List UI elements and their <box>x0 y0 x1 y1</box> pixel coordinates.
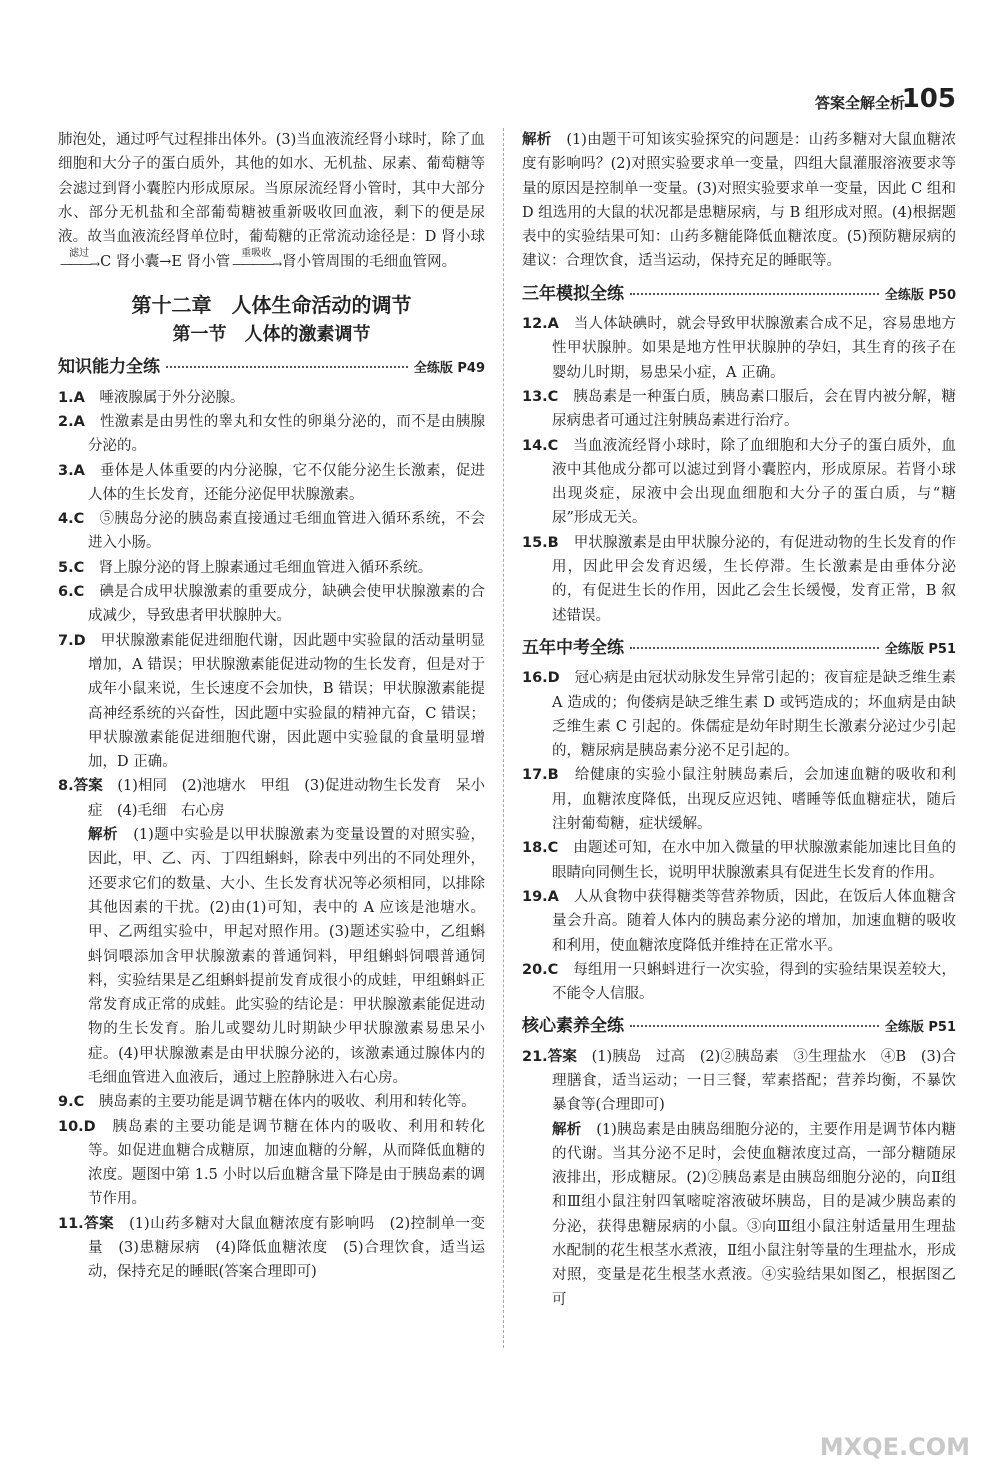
answer-item: 3.A 垂体是人体重要的内分泌腺，它不仅能分泌生长激素，促进人体的生长发育，还能分泌促甲状腺激素。 <box>58 462 486 503</box>
answer-item-q11: 11.答案 (1)山药多糖对大鼠血糖浓度有影响吗 (2)控制单一变量 (3)患糖尿病 (4)降低血糖浓度 (5)合理饮食，适当运动，保持充足的睡眠(答案合理即可) <box>58 1215 486 1281</box>
header-title: 答案全解全析 <box>814 94 905 112</box>
answer-item: 5.C 肾上腺分泌的肾上腺素通过毛细血管进入循环系统。 <box>58 559 433 576</box>
section-header-core: 核心素养全练 全练版 P51 <box>522 1016 956 1037</box>
page-number: 105 <box>901 84 956 114</box>
watermark: MXQE.COM <box>819 1433 970 1461</box>
answer-item: 20.C 每组用一只蝌蚪进行一次实验，得到的实验结果误差较大，不能令人信服。 <box>522 961 957 1003</box>
answer-item: 10.D 胰岛素的主要功能是调节糖在体内的吸收、利用和转化等。如促进血糖合成糖原，加速血糖的分解，从而降低血糖的浓度。题图中第 1.5 小时以后血糖含量下降是由于胰岛素的调节作用。 <box>58 1118 486 1208</box>
analysis-q11: 解析 (1)由题干可知该实验探究的问题是：山药多糖对大鼠血糖浓度有影响吗？(2)对照实验要求单一变量，四组大鼠灌服溶液要求等量的原因是控制单一变量。(3)对照实验要求单一变量，因此 C 组和 D 组选用的大鼠的状况都是患糖尿病，与 B 组形成对照。(4)根据题表中的实验结果可知：山药多糖能降低血糖浓度。(5)预防糖尿病的建议：合理饮食，适当运动，保持充足的睡眠等。 <box>522 132 957 270</box>
section-header-knowledge: 知识能力全练 全练版 P49 <box>58 357 485 378</box>
analysis-q8: 解析 (1)题中实验是以甲状腺激素为变量设置的对照实验，因此，甲、乙、丙、丁四组蝌蚪，除表中列出的不同处理外，还要求它们的数量、大小、生长发育状况等必须相同，以排除其他因素的干扰。(2)由(1)可知，表中的 A 应该是池塘水。甲、乙两组实验中，甲起对照作用。(3)题述实验中，乙组蝌蚪饲喂添加含甲状腺激素的普通饲料，甲组蝌蚪饲喂普通饲料，实验结果是乙组蝌蚪提前发育成很小的成蛙，甲组蝌蚪正常发育成正常的成蛙。此实验的结论是：甲状腺激素能促进动物的生长发育。胎儿或婴幼儿时期缺少甲状腺激素易患呆小症。(4)甲状腺激素是由甲状腺分泌的，该激素通过腺体内的毛细血管进入血液后，通过上腔静脉进入右心房。 <box>88 827 486 1086</box>
chapter-title: 第十二章 人体生命活动的调节 <box>131 292 412 317</box>
path-mid: C 肾小囊→E 肾小管 <box>100 254 231 271</box>
path-start: D 肾小球 <box>424 229 486 246</box>
answer-item: 14.C 当血液流经肾小球时，除了血细胞和大分子的蛋白质外，血液中其他成分都可以滤过到肾小囊腔内，形成原尿。若肾小球出现炎症，尿液中会出现血细胞和大分子的蛋白质，与“糖尿”形成无关。 <box>522 437 957 527</box>
path-end: 肾小管周围的毛细血管网。 <box>282 254 457 271</box>
answer-item-q21: 21.答案 (1)胰岛 过高 (2)②胰岛素 ③生理盐水 ④B (3)合理膳食，适当运动；一日三餐，荤素搭配；营养均衡，不暴饮暴食等(合理即可) <box>522 1048 956 1114</box>
section-header-three-year: 三年模拟全练 全练版 P50 <box>522 283 956 304</box>
right-column <box>522 128 956 1312</box>
answer-item: 4.C ⑤胰岛分泌的胰岛素直接通过毛细血管进入循环系统，不会进入小肠。 <box>58 511 485 552</box>
answer-item: 9.C 胰岛素的主要功能是调节糖在体内的吸收、利用和转化等。 <box>58 1094 476 1111</box>
left-column <box>58 128 485 1285</box>
answer-item: 17.B 给健康的实验小鼠注射胰岛素后，会加速血糖的吸收和利用，血糖浓度降低，出现反应迟钝、嗜睡等低血糖症状，随后注射葡萄糖，症状缓解。 <box>522 767 957 833</box>
answer-item: 15.B 甲状腺激素是由甲状腺分泌的，有促进动物的生长发育的作用，因此甲会发育迟缓，生长停滞。生长激素是由垂体分泌的，有促进生长的作用，因此乙会生长缓慢，发育正常，B 叙述错误。 <box>522 534 957 624</box>
answer-item: 7.D 甲状腺激素能促进细胞代谢，因此题中实验鼠的活动量明显增加，A 错误；甲状腺激素能促进动物的生长发育，但是对于成年小鼠来说，生长速度不会加快，B 错误；甲状腺激素能提高神经系统的兴奋性，因此题中实验鼠的精神亢奋，C 错误；甲状腺激素能促进细胞代谢，因此题中实验鼠的食量明显增加，D 正确。 <box>58 632 486 771</box>
arrow-filter: 滤过 ———→ <box>60 248 99 272</box>
answer-item: 2.A 性激素是由男性的睾丸和女性的卵巢分泌的，而不是由胰腺分泌的。 <box>58 413 486 455</box>
column-divider <box>503 128 504 1348</box>
answer-item: 6.C 碘是合成甲状腺激素的重要成分，缺碘会使甲状腺激素的合成减少，导致患者甲状腺肿大。 <box>58 584 485 625</box>
arrow-reabsorb: 重吸收 ————→ <box>232 248 281 272</box>
intro-paragraph: 肺泡处，通过呼气过程排出体外。(3)当血液流经肾小球时，除了血细胞和大分子的蛋白质外，其他的如水、无机盐、尿素、葡萄糖等会滤过到肾小囊腔内形成原尿。当原尿流经肾小管时，其中大部分水、部分无机盐和全部葡萄糖被重新吸收回血液，剩下的便是尿液。故当血液流经肾单位时，葡萄糖的正常流动途径是：D 肾小球 滤过 ———→ C 肾小囊→E 肾小管 重吸收 ————→ 肾小管周围的毛细血管网。 <box>58 132 486 272</box>
answer-item: 18.C 由题述可知，在水中加入微量的甲状腺激素能加速比目鱼的眼睛向同侧生长，说明甲状腺激素具有促进生长发育的作用。 <box>522 840 957 881</box>
analysis-q21: 解析 (1)胰岛素是由胰岛细胞分泌的，主要作用是调节体内糖的代谢。当其分泌不足时，会使血糖浓度过高，一部分糖随尿液排出，形成糖尿。(2)②胰岛素是由胰岛细胞分泌的，向Ⅱ组和Ⅲ组小鼠注射四氧嘧啶溶液破坏胰岛，目的是减少胰岛素的分泌，获得患糖尿病的小鼠。③向Ⅲ组小鼠注射适量用生理盐水配制的花生根茎水煮液，Ⅱ组小鼠注射等量的生理盐水，形成对照，变量是花生根茎水煮液。④实验结果如图乙，根据图乙可 <box>552 1121 956 1308</box>
answer-item: 19.A 人从食物中获得糖类等营养物质，因此，在饭后人体血糖含量会升高。随着人体内的胰岛素分泌的增加，加速血糖的吸收和利用，使血糖浓度降低并维持在正常水平。 <box>522 888 957 954</box>
answer-item: 16.D 冠心病是由冠状动脉发生异常引起的；夜盲症是缺乏维生素 A 造成的；佝偻病是缺乏维生素 D 或钙造成的；坏血病是由缺乏维生素 C 引起的。侏儒症是幼年时期生长激素分泌过少引起的，糖尿病是胰岛素分泌不足引起的。 <box>522 670 957 760</box>
answer-item: 12.A 当人体缺碘时，就会导致甲状腺激素合成不足，容易患地方性甲状腺肿。如果是地方性甲状腺肿的孕妇，其生育的孩子在婴幼儿时期，易患呆小症，A 正确。 <box>522 316 957 381</box>
section-title: 第一节 人体的激素调节 <box>172 324 371 346</box>
answer-item-q8: 8.答案 (1)相同 (2)池塘水 甲组 (3)促进动物生长发育 呆小症 (4)毛细 右心房 <box>58 778 485 819</box>
section-header-five-year: 五年中考全练 全练版 P51 <box>522 637 956 658</box>
answer-item: 1.A 唾液腺属于外分泌腺。 <box>58 389 245 406</box>
answer-item: 13.C 胰岛素是一种蛋白质，胰岛素口服后，会在胃内被分解，糖尿病患者可通过注射胰岛素进行治疗。 <box>522 388 957 430</box>
